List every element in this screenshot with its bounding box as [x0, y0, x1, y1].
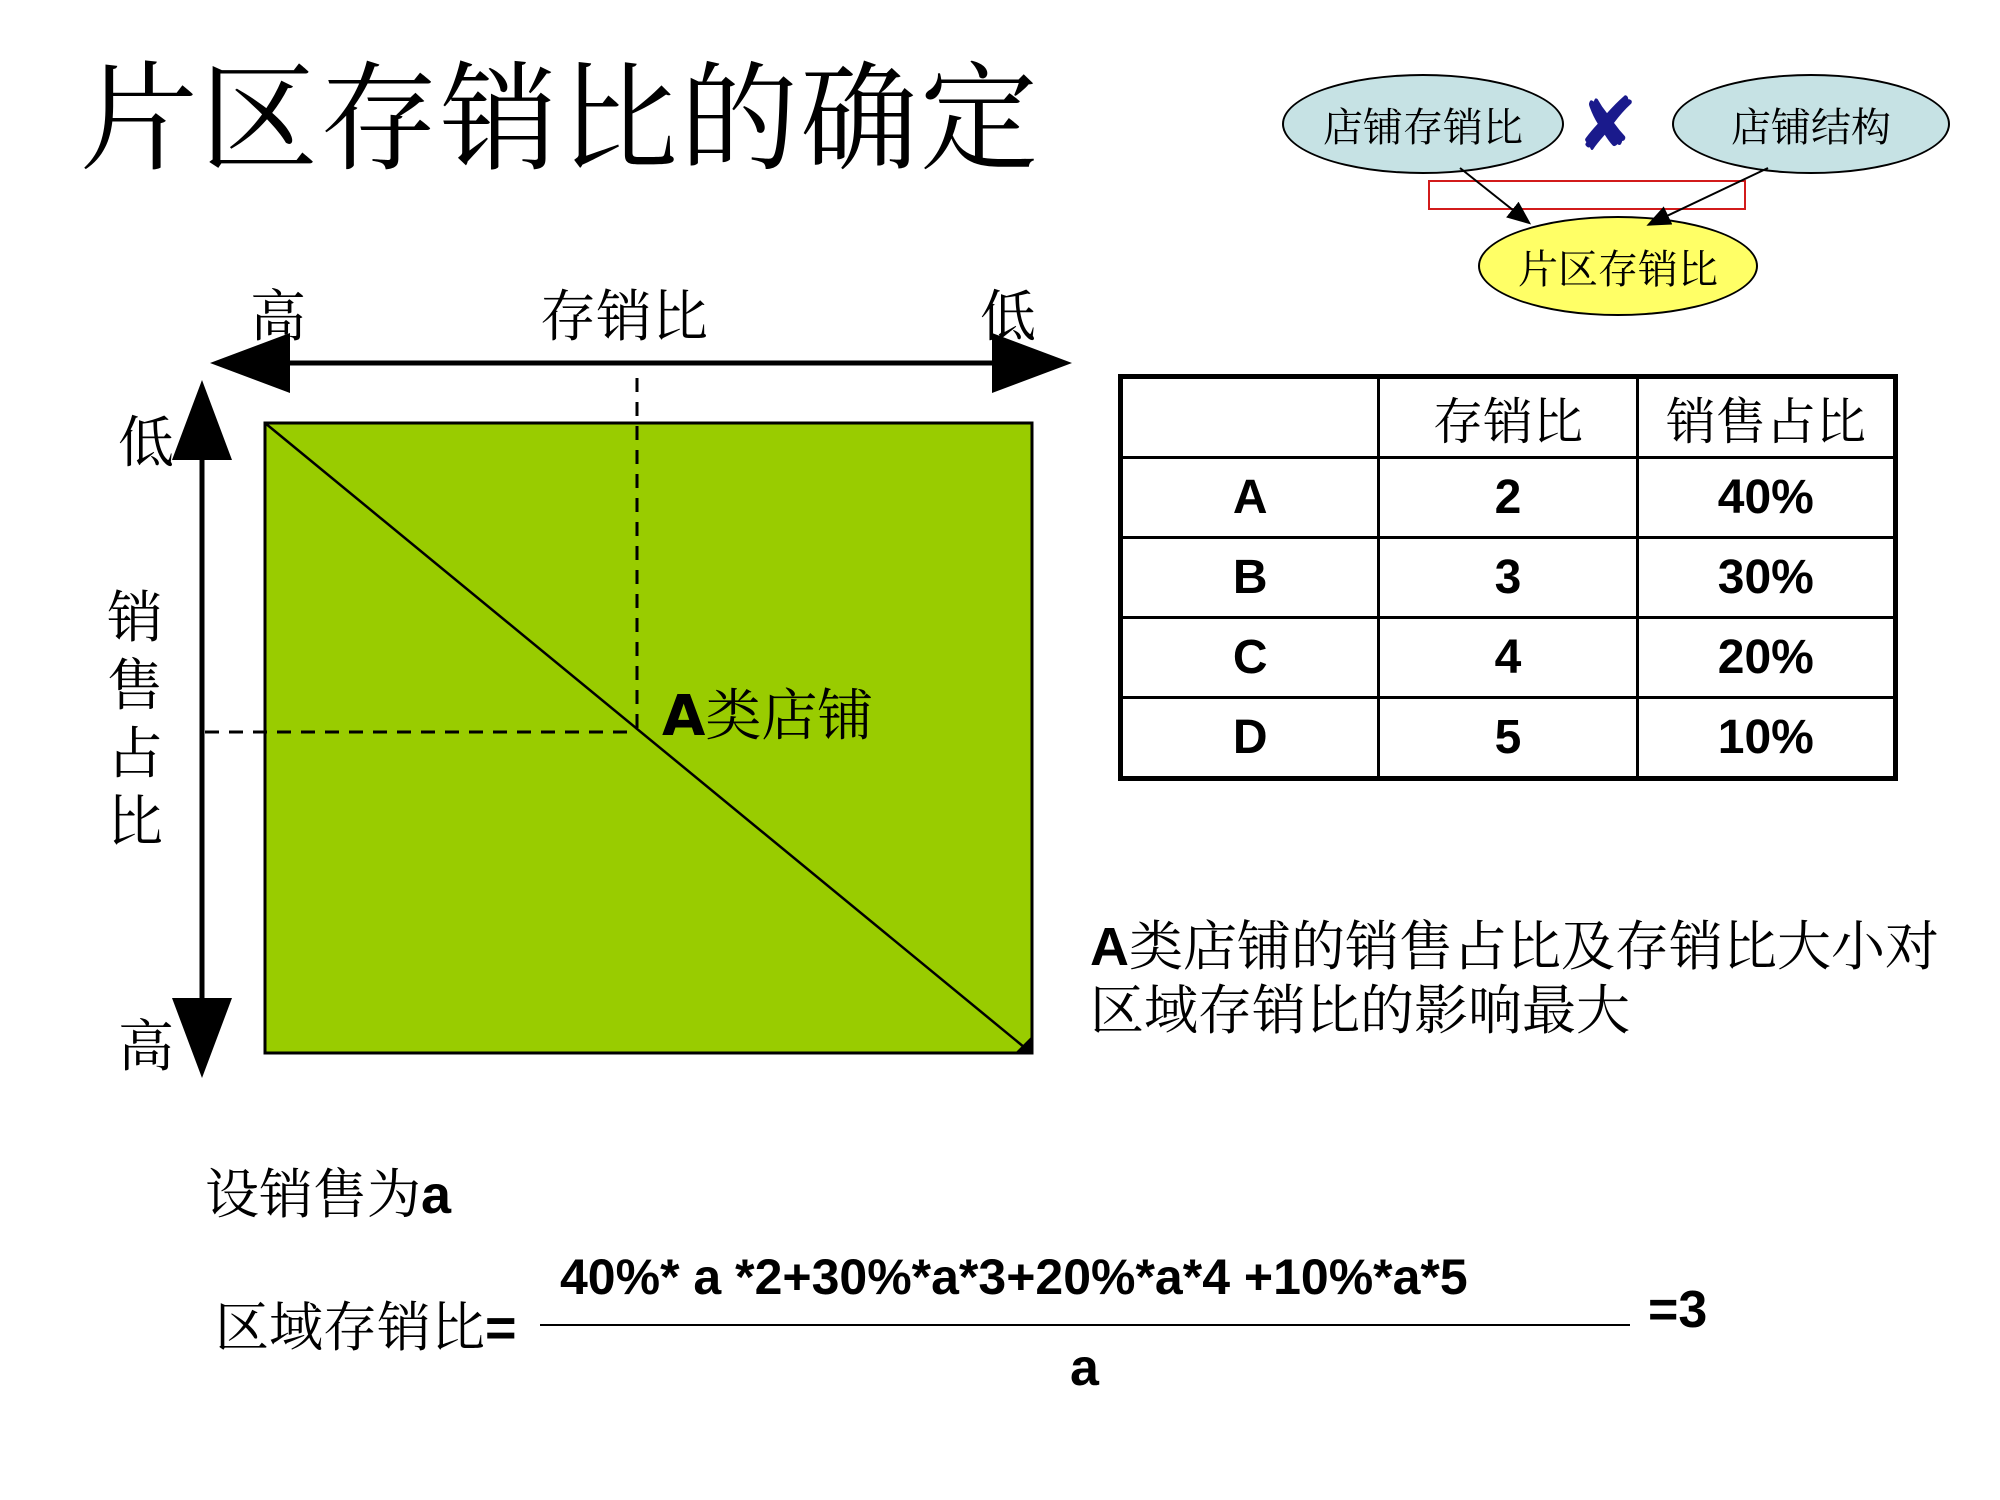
table-cell: 20% — [1637, 618, 1895, 698]
formula-denominator: a — [1070, 1339, 1099, 1397]
formula-intro — [205, 1152, 451, 1229]
ratio-table — [1118, 374, 1898, 781]
x-axis-left-label: 高 — [250, 285, 306, 350]
store-structure-node: 店铺结构 — [1672, 74, 1950, 174]
table-row — [1121, 538, 1896, 618]
fraction-bar — [540, 1324, 1630, 1326]
table-cell: A — [1121, 458, 1379, 538]
table-cell: B — [1121, 538, 1379, 618]
formula-numerator: 40%* a *2+30%*a*3+20%*a*4 +10%*a*5 — [560, 1249, 1468, 1305]
conclusion-note — [1090, 915, 1970, 1043]
note-prefix: A — [1090, 917, 1129, 977]
table-cell: D — [1121, 698, 1379, 779]
store-a-suffix: 类店铺 — [705, 684, 874, 749]
formula-intro-text: 设销售为 — [205, 1163, 421, 1226]
note-text: 类店铺的销售占比及存销比大小对区域存销比的影响最大 — [1090, 915, 1939, 1042]
table-row — [1121, 618, 1896, 698]
store-a-label — [662, 672, 873, 752]
formula-label — [215, 1285, 517, 1362]
area-ratio-node: 片区存销比 — [1478, 216, 1758, 316]
formula-intro-var: a — [421, 1165, 452, 1225]
table-cell: 10% — [1637, 698, 1895, 779]
table-cell: 40% — [1637, 458, 1895, 538]
page-title: 片区存销比的确定 — [80, 50, 1041, 188]
table-cell: 5 — [1379, 698, 1637, 779]
formula-label-eq: = — [485, 1298, 517, 1358]
table-cell: 4 — [1379, 618, 1637, 698]
table-row — [1121, 458, 1896, 538]
table-header-cell: 存销比 — [1379, 377, 1637, 458]
store-ratio-node: 店铺存销比 — [1282, 74, 1564, 174]
table-header-cell — [1121, 377, 1379, 458]
table-cell: 3 — [1379, 538, 1637, 618]
formula-label-text: 区域存销比 — [215, 1296, 485, 1359]
table-header-cell: 销售占比 — [1637, 377, 1895, 458]
x-axis-title: 存销比 — [540, 285, 708, 350]
table-cell: 2 — [1379, 458, 1637, 538]
table-cell: C — [1121, 618, 1379, 698]
table-cell: 30% — [1637, 538, 1895, 618]
x-mark-icon: ✘ — [1576, 82, 1639, 168]
y-axis-bottom-label: 高 — [118, 1015, 174, 1080]
formula-result: =3 — [1648, 1281, 1708, 1339]
y-axis-title: 销售占比 — [107, 586, 163, 855]
table-row — [1121, 698, 1896, 779]
y-axis-top-label: 低 — [118, 411, 174, 476]
store-a-prefix: A — [662, 684, 706, 749]
x-axis-right-label: 低 — [980, 285, 1036, 350]
table-header-row — [1121, 377, 1896, 458]
